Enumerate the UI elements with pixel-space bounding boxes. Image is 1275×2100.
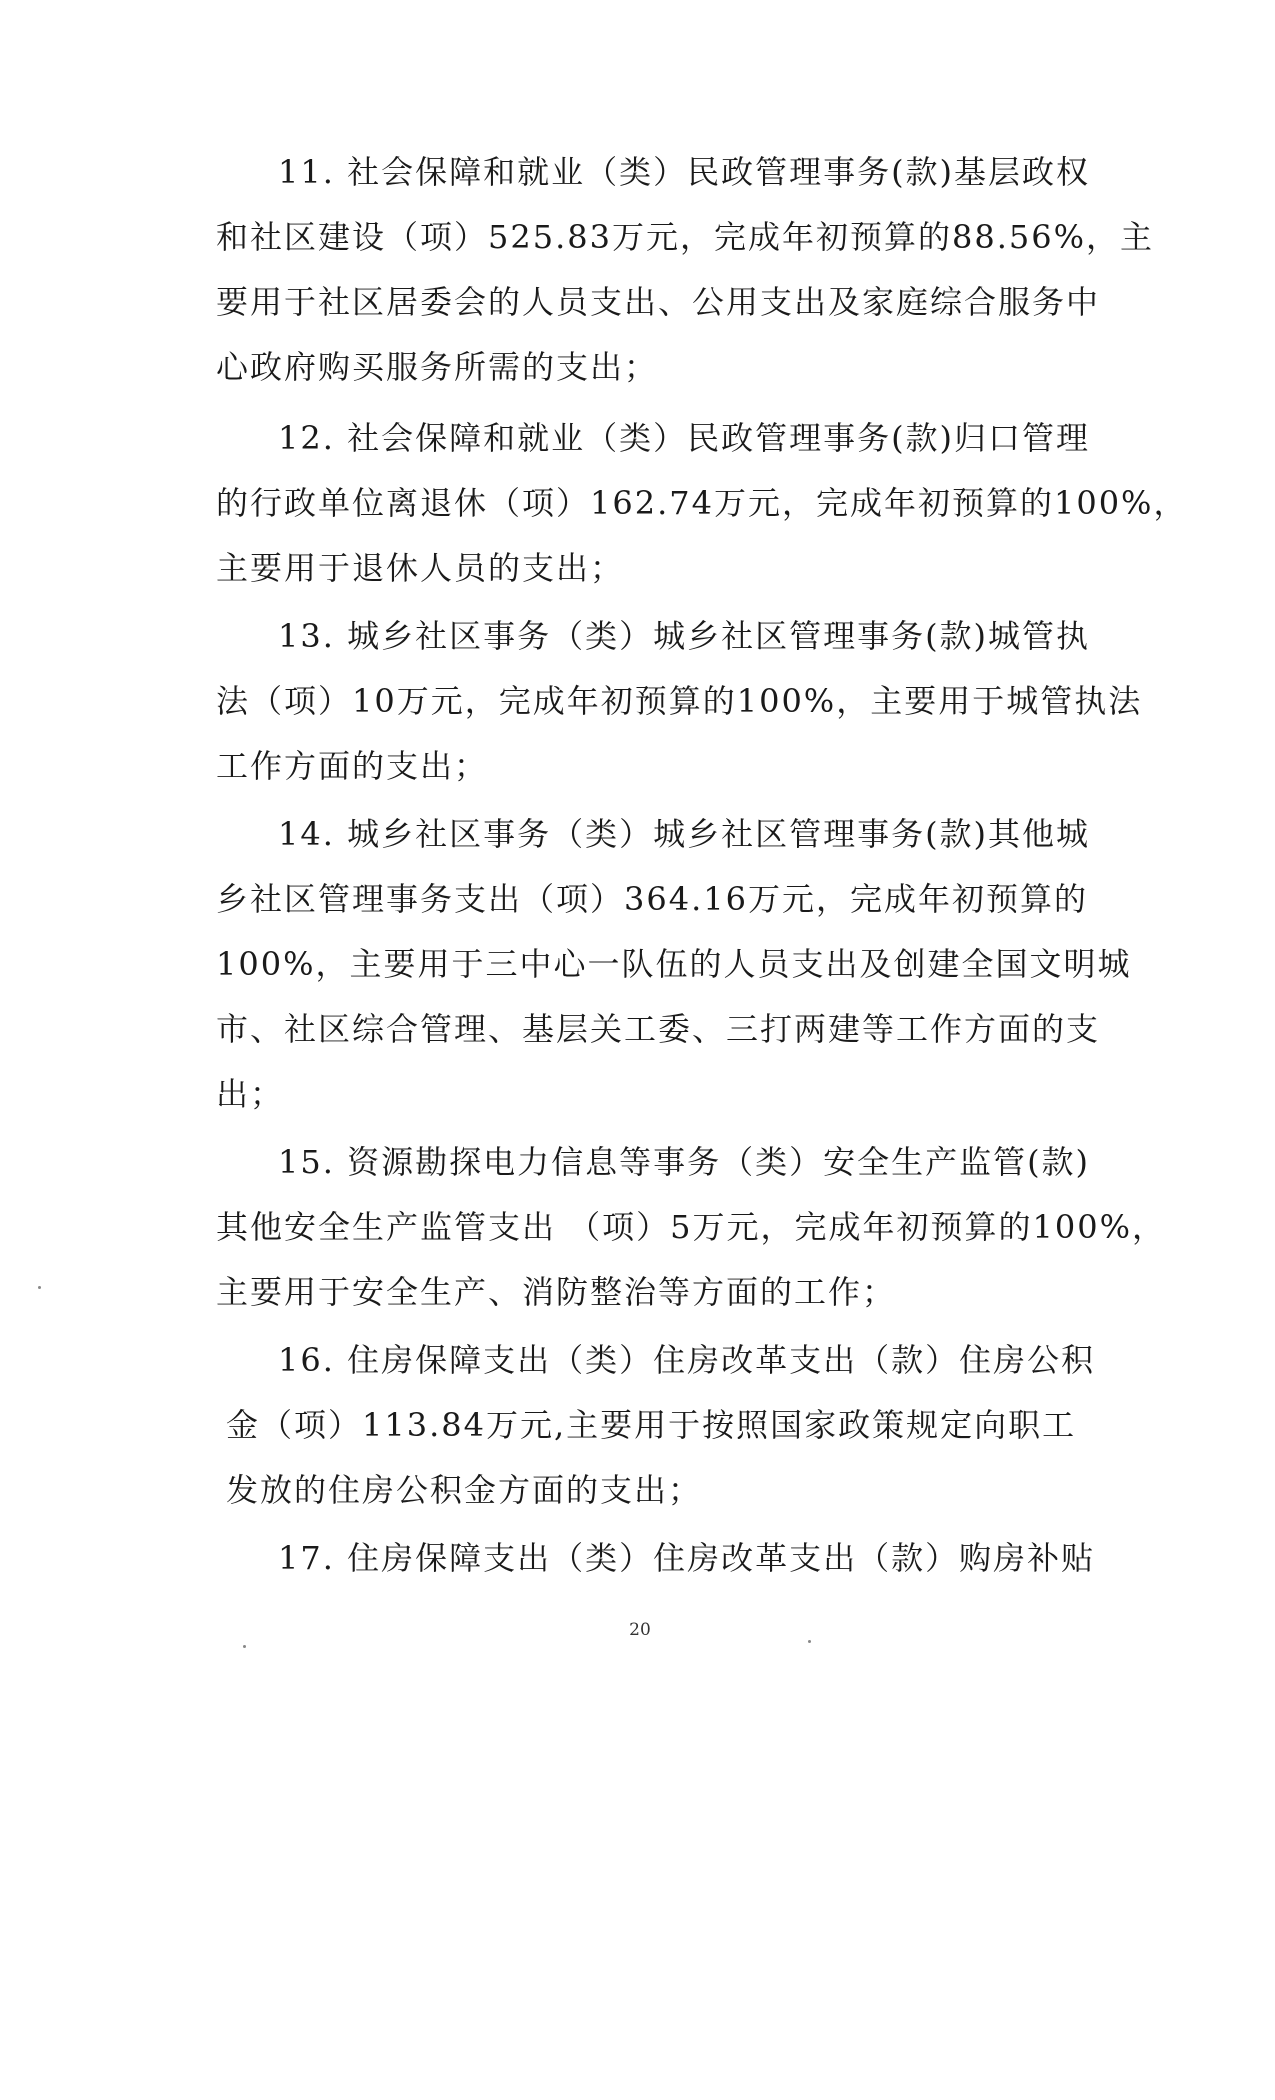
paragraph-15-line-2: 其他安全生产监管支出 （项）5万元，完成年初预算的100%， xyxy=(216,1208,1167,1246)
paragraph-15-line-1: 15. 资源勘探电力信息等事务（类）安全生产监管(款) xyxy=(278,1143,1091,1181)
paragraph-14-line-5: 出； xyxy=(216,1075,285,1113)
paragraph-11-line-1: 11. 社会保障和就业（类）民政管理事务(款)基层政权 xyxy=(278,153,1091,191)
paragraph-12-line-1: 12. 社会保障和就业（类）民政管理事务(款)归口管理 xyxy=(278,419,1091,457)
paragraph-14-line-1: 14. 城乡社区事务（类）城乡社区管理事务(款)其他城 xyxy=(278,815,1091,853)
paragraph-11-line-4: 心政府购买服务所需的支出； xyxy=(216,348,659,386)
paragraph-14-line-3: 100%，主要用于三中心一队伍的人员支出及创建全国文明城 xyxy=(216,945,1132,983)
paragraph-13-line-1: 13. 城乡社区事务（类）城乡社区管理事务(款)城管执 xyxy=(278,617,1091,655)
paragraph-16-line-2: 金（项）113.84万元,主要用于按照国家政策规定向职工 xyxy=(226,1406,1077,1444)
page-number: 20 xyxy=(629,1620,651,1640)
paragraph-11-line-3: 要用于社区居委会的人员支出、公用支出及家庭综合服务中 xyxy=(216,283,1101,321)
paragraph-12-line-2: 的行政单位离退休（项）162.74万元，完成年初预算的100%， xyxy=(216,484,1188,522)
paragraph-16-line-3: 发放的住房公积金方面的支出； xyxy=(226,1471,703,1509)
scan-speck xyxy=(808,1640,811,1643)
scan-speck xyxy=(38,1286,41,1289)
paragraph-15-line-3: 主要用于安全生产、消防整治等方面的工作； xyxy=(216,1273,897,1311)
paragraph-11-line-2: 和社区建设（项）525.83万元，完成年初预算的88.56%，主 xyxy=(216,218,1154,256)
paragraph-16-line-1: 16. 住房保障支出（类）住房改革支出（款）住房公积 xyxy=(278,1341,1096,1379)
paragraph-14-line-2: 乡社区管理事务支出（项）364.16万元，完成年初预算的 xyxy=(216,880,1088,918)
paragraph-13-line-2: 法（项）10万元，完成年初预算的100%，主要用于城管执法 xyxy=(216,682,1143,720)
paragraph-13-line-3: 工作方面的支出； xyxy=(216,747,489,785)
paragraph-14-line-4: 市、社区综合管理、基层关工委、三打两建等工作方面的支 xyxy=(216,1010,1101,1048)
scan-speck xyxy=(243,1645,246,1648)
paragraph-17-line-1: 17. 住房保障支出（类）住房改革支出（款）购房补贴 xyxy=(278,1539,1096,1577)
paragraph-12-line-3: 主要用于退休人员的支出； xyxy=(216,549,625,587)
